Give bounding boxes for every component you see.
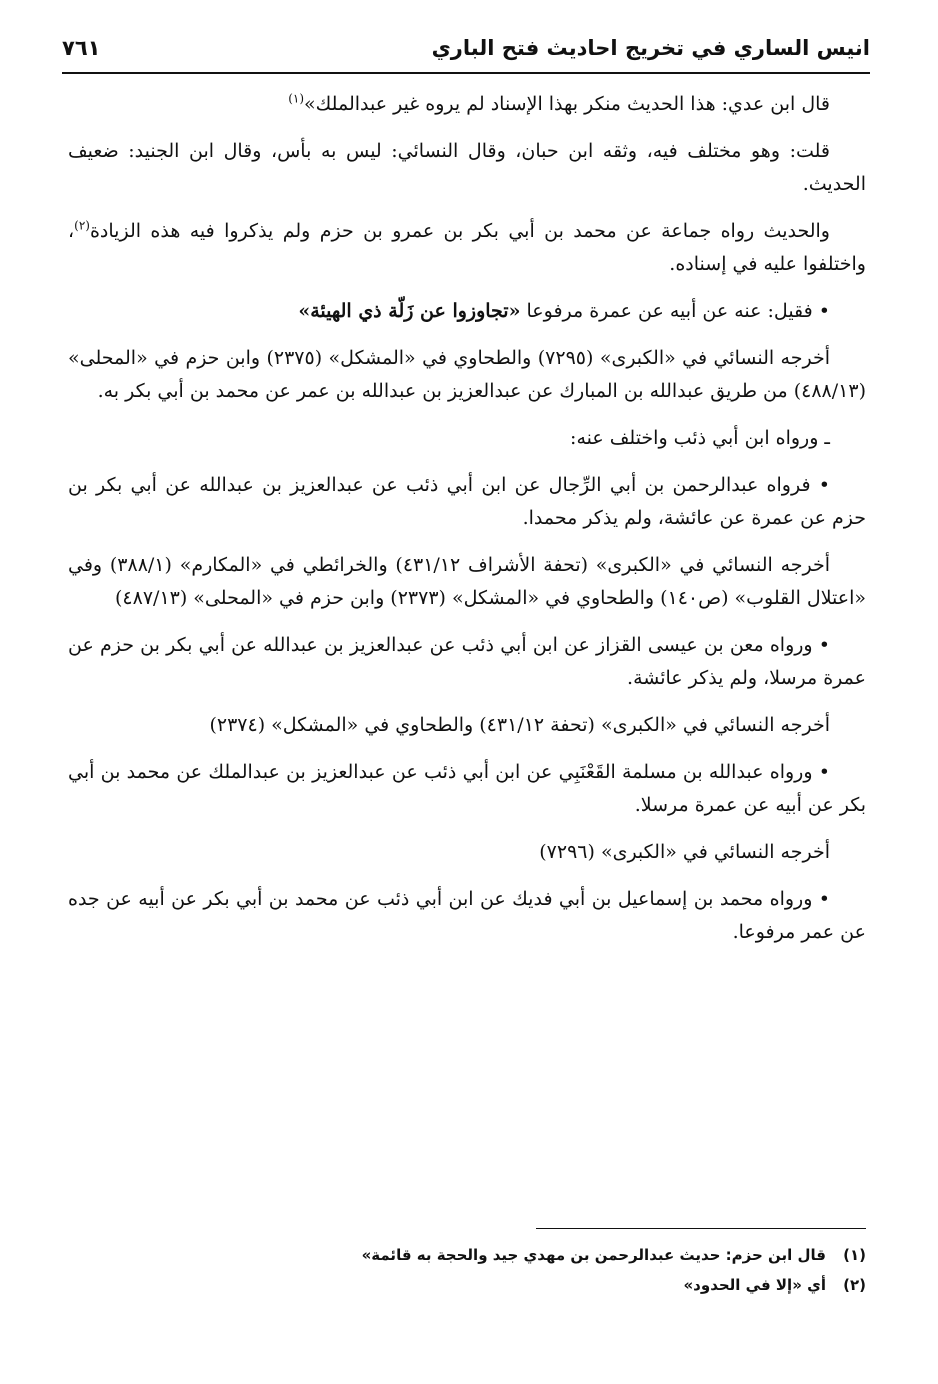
footnote-1 xyxy=(68,1240,866,1270)
running-header xyxy=(62,30,870,74)
paragraph-3 xyxy=(68,215,866,281)
footnote-ref-2: (٢) xyxy=(74,218,90,233)
paragraph-3-text-a: والحديث رواه جماعة عن محمد بن أبي بكر بن عمرو بن حزم ولم يذكروا فيه هذه الزيادة xyxy=(89,220,830,242)
footnote-1-text: قال ابن حزم: حديث عبدالرحمن بن مهدي جيد والحجة به قائمة» xyxy=(361,1246,826,1264)
paragraph-2: قلت: وهو مختلف فيه، وثقه ابن حبان، وقال النسائي: ليس به بأس، وقال ابن الجنيد: ضعيف الحديث. xyxy=(68,140,866,195)
main-text xyxy=(68,88,866,963)
paragraph-3-text-b: ، واختلفوا عليه في إسناده. xyxy=(68,220,866,275)
paragraph-4-text: • فقيل: عنه عن أبيه عن عمرة مرفوعا xyxy=(520,300,830,322)
footnotes xyxy=(68,1240,866,1300)
paragraph-12: أخرجه النسائي في «الكبرى» (٧٢٩٦) xyxy=(539,841,830,863)
paragraph-13: • ورواه محمد بن إسماعيل بن أبي فديك عن ابن أبي ذئب عن محمد بن أبي بكر عن أبيه عن جده عن عمر مرفوعا. xyxy=(68,888,866,943)
paragraph-6: ـ ورواه ابن أبي ذئب واختلف عنه: xyxy=(570,427,830,449)
paragraph-11: • ورواه عبدالله بن مسلمة القَعْنَبِي عن ابن أبي ذئب عن عبدالعزيز بن عبدالملك عن محمد بن أبي بكر عن أبيه عن عمرة مرسلا. xyxy=(68,761,866,816)
footnote-2-text: أي «إلا في الحدود» xyxy=(683,1276,826,1294)
book-title: انيس الساري في تخريج احاديث فتح الباري xyxy=(431,36,870,60)
hadith-quote: «تجاوزوا عن زَلّة ذي الهيئة» xyxy=(298,300,521,322)
footnote-divider xyxy=(536,1228,866,1229)
paragraph-9: • ورواه معن بن عيسى القزاز عن ابن أبي ذئب عن عبدالعزيز بن عبدالله عن أبي بكر بن حزم عن عمرة مرسلا، ولم يذكر عائشة. xyxy=(68,634,866,689)
footnote-ref-1: (١) xyxy=(288,91,305,106)
paragraph-1-text: قال ابن عدي: هذا الحديث منكر بهذا الإسناد لم يروه غير عبدالملك» xyxy=(304,93,830,115)
paragraph-1 xyxy=(68,88,866,121)
paragraph-8: أخرجه النسائي في «الكبرى» (تحفة الأشراف ٤٣١/١٢) والخرائطي في «المكارم» (٣٨٨/١) وفي «اعتلال القلوب» (ص١٤٠) والطحاوي في «المشكل» (٢٣٧٣) وابن حزم في «المحلى» (٤٨٧/١٣) xyxy=(68,554,866,609)
paragraph-4 xyxy=(68,295,866,328)
paragraph-5: أخرجه النسائي في «الكبرى» (٧٢٩٥) والطحاوي في «المشكل» (٢٣٧٥) وابن حزم في «المحلى» (٤٨٨/١٣) من طريق عبدالله بن المبارك عن عبدالعزيز بن عبدالله بن عمر عن محمد بن أبي بكر به. xyxy=(68,347,866,402)
footnote-2 xyxy=(68,1270,866,1300)
paragraph-10: أخرجه النسائي في «الكبرى» (تحفة ٤٣١/١٢) والطحاوي في «المشكل» (٢٣٧٤) xyxy=(209,714,830,736)
paragraph-7: • فرواه عبدالرحمن بن أبي الرِّجال عن ابن أبي ذئب عن عبدالعزيز بن عبدالله عن أبي بكر بن حزم عن عمرة عن عائشة، ولم يذكر محمدا. xyxy=(68,474,866,529)
footnote-2-number: (٢) xyxy=(843,1276,866,1294)
footnote-1-number: (١) xyxy=(843,1246,866,1264)
page-number: ٧٦١ xyxy=(62,36,101,60)
